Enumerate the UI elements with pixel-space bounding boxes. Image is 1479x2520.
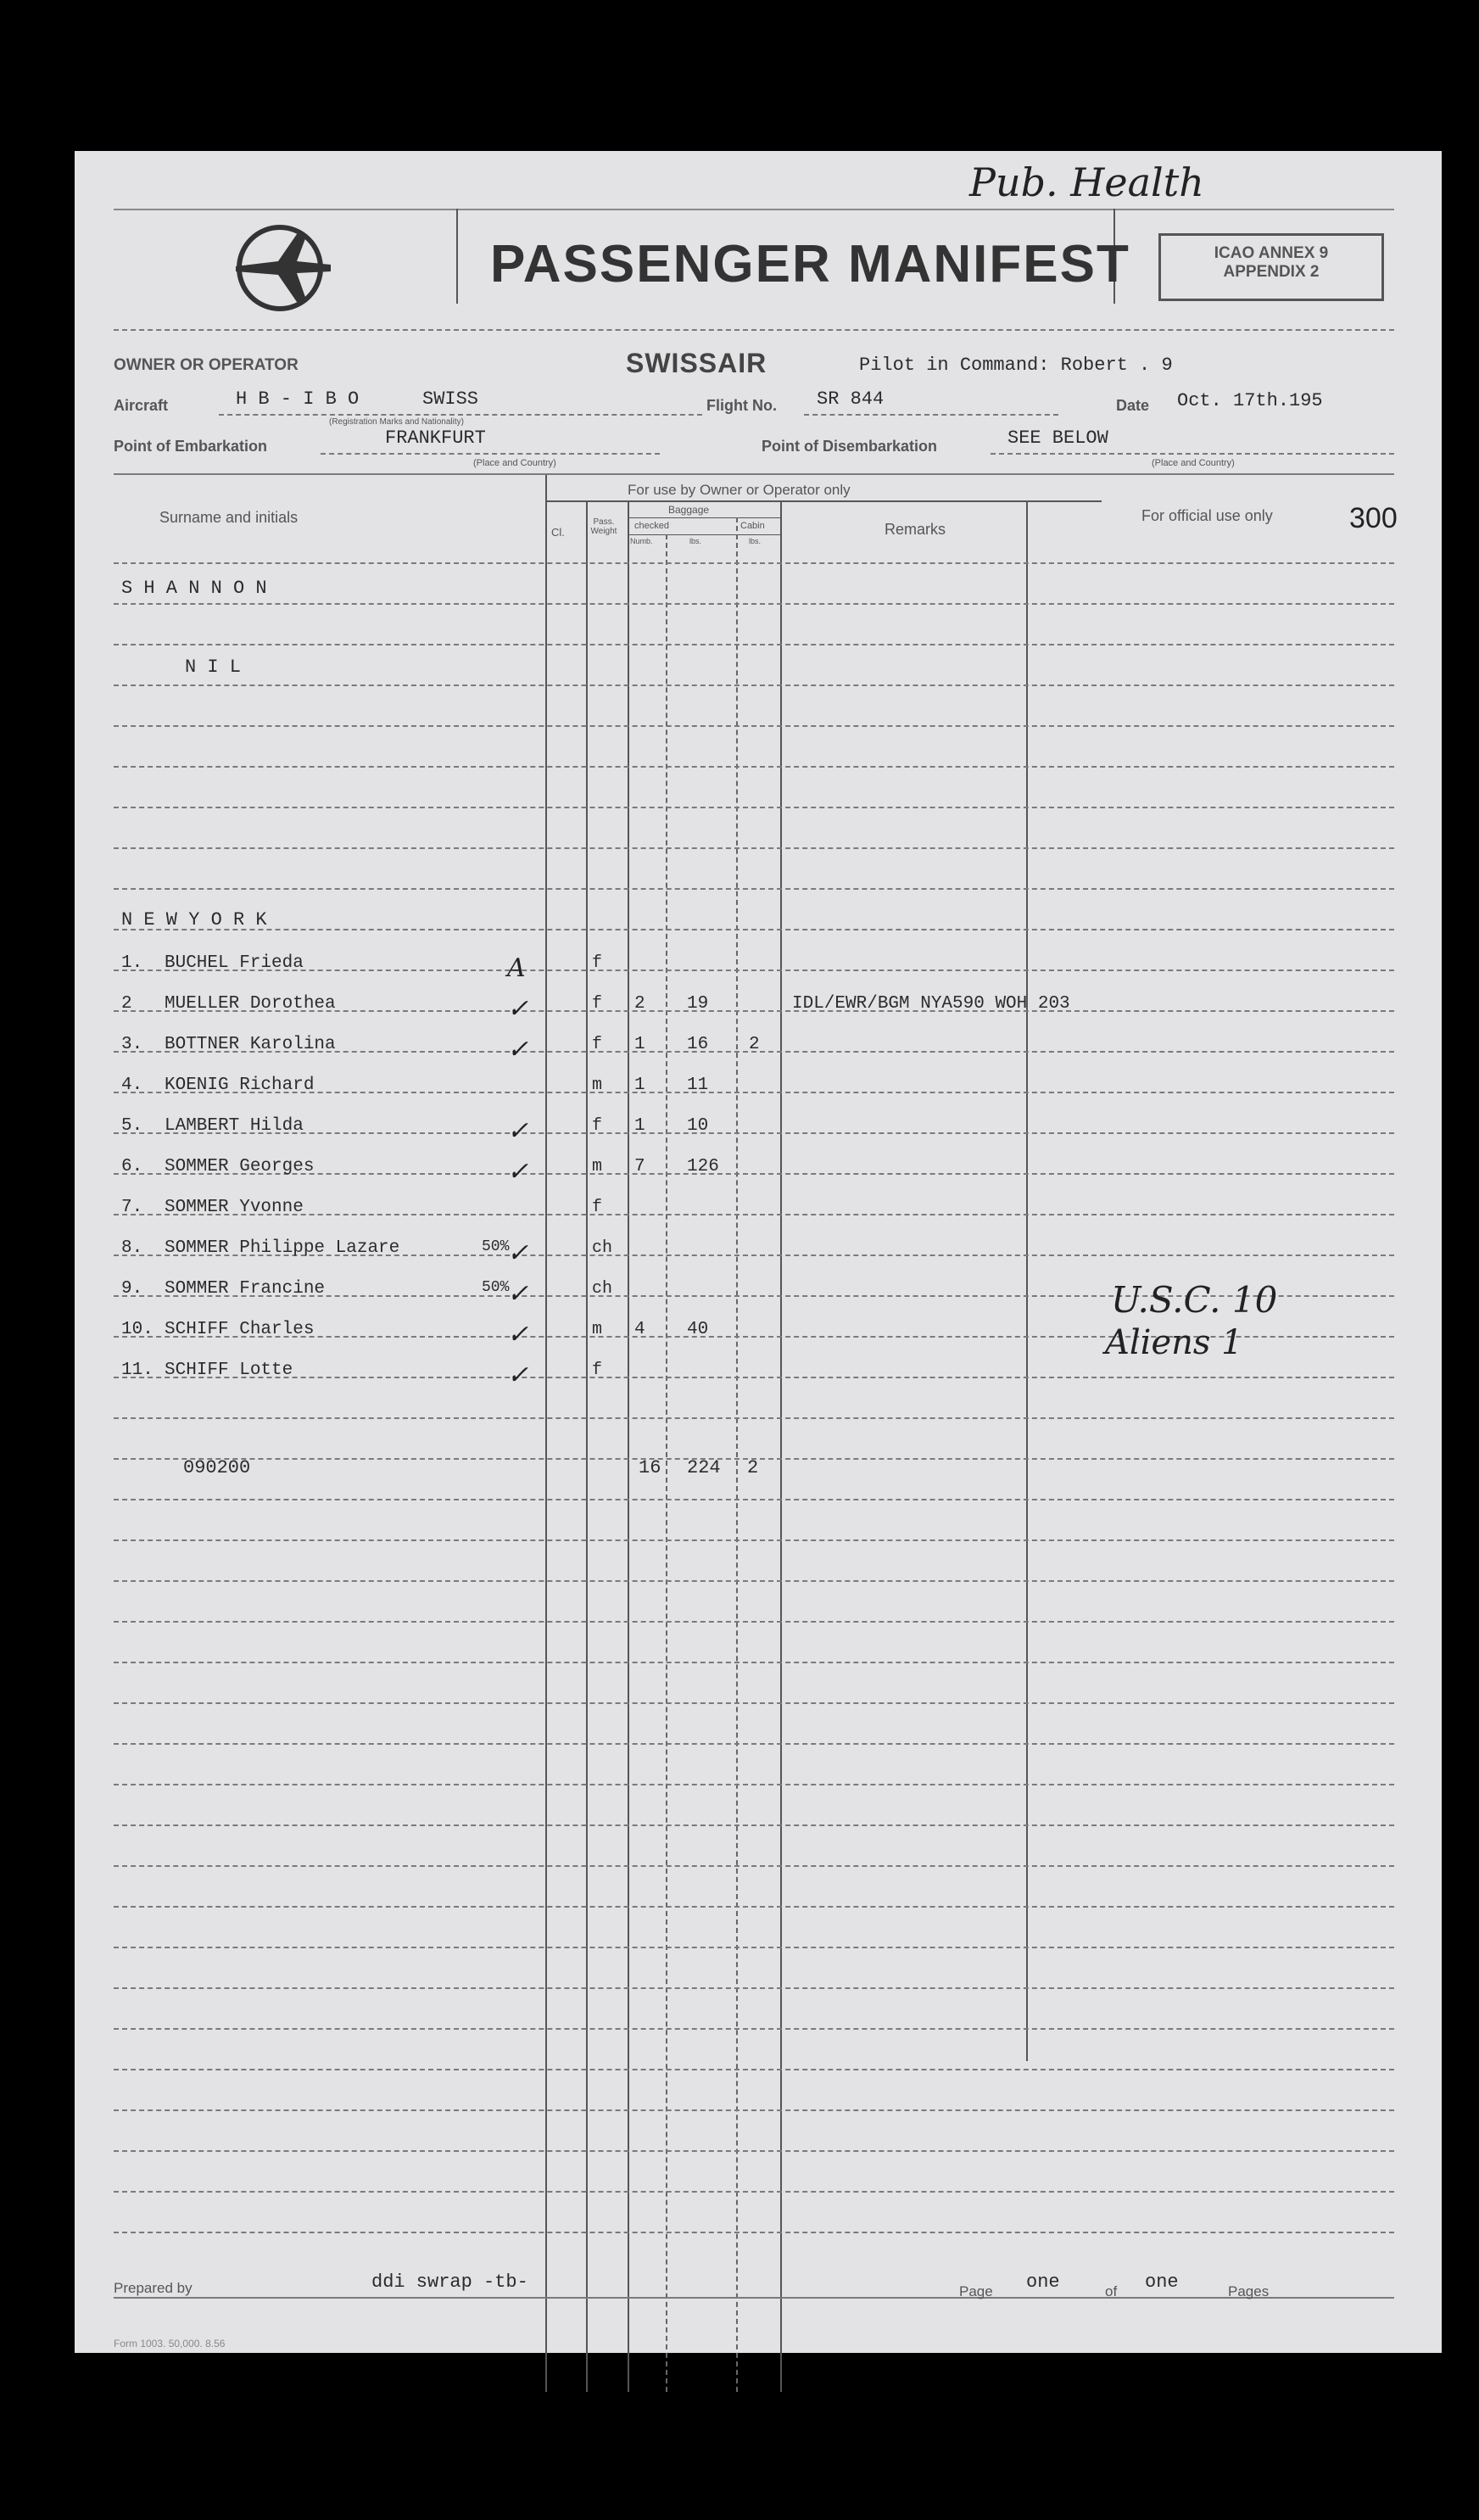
flight-underline: [804, 414, 1058, 416]
top-rule: [114, 209, 1394, 210]
handwritten-header: Pub. Health: [969, 159, 1204, 205]
row-rule: [114, 807, 1394, 808]
col-line-7: [1026, 500, 1028, 2061]
col-cl: Cl.: [551, 526, 565, 539]
baggage-numb: 7: [634, 1157, 645, 1176]
row-rule: [114, 1377, 1394, 1378]
icao-line1: ICAO ANNEX 9: [1214, 244, 1329, 262]
passenger-class: m: [592, 1320, 603, 1339]
baggage-lbs: 19: [687, 994, 709, 1014]
row-rule: [114, 847, 1394, 849]
row-rule: [114, 888, 1394, 890]
passenger-class: f: [592, 1361, 603, 1380]
row-rule: [114, 2150, 1394, 2152]
passenger-name: LAMBERT Hilda: [165, 1116, 304, 1136]
row-rule: [114, 929, 1394, 930]
embark-underline: [321, 453, 660, 455]
embark-caption: (Place and Country): [473, 458, 556, 468]
disembark-label: Point of Disembarkation: [762, 438, 938, 455]
fare-percent: 50%: [482, 1279, 510, 1296]
row-rule: [114, 1539, 1394, 1541]
baggage-numb: 1: [634, 1076, 645, 1095]
row-rule: [114, 1743, 1394, 1745]
baggage-numb: 1: [634, 1035, 645, 1054]
row-rule: [114, 1784, 1394, 1785]
passenger-name: SOMMER Georges: [165, 1157, 315, 1176]
baggage-lbs: 126: [687, 1157, 719, 1176]
check-mark: ✓: [507, 1320, 529, 1349]
handwritten-note-2: Aliens 1: [1105, 1323, 1243, 1362]
flight-label: Flight No.: [706, 397, 777, 414]
passenger-number: 6.: [121, 1157, 143, 1176]
passenger-number: 7.: [121, 1198, 143, 1217]
pages-label: Pages: [1228, 2283, 1270, 2299]
baggage-lbs: 40: [687, 1320, 709, 1339]
col-cabin: Cabin: [740, 521, 765, 531]
passenger-class: f: [592, 953, 603, 973]
passenger-number: 3.: [121, 1035, 143, 1054]
row-rule: [114, 1987, 1394, 1989]
owner-label: OWNER OR OPERATOR: [114, 356, 299, 374]
aircraft-underline: [219, 414, 702, 416]
col-lbs2: lbs.: [749, 537, 762, 545]
row-rule: [114, 1906, 1394, 1908]
passenger-number: 1.: [121, 953, 143, 973]
col-numb: Numb.: [630, 537, 653, 545]
embark-label: Point of Embarkation: [114, 438, 268, 455]
passenger-class: m: [592, 1157, 603, 1176]
pilot-value: Pilot in Command: Robert . 9: [859, 355, 1173, 376]
row-rule: [114, 2232, 1394, 2233]
passenger-class: m: [592, 1076, 603, 1095]
baggage-numb: 4: [634, 1320, 645, 1339]
disembark-underline: [991, 453, 1394, 455]
passenger-name: BUCHEL Frieda: [165, 953, 304, 973]
passenger-number: 5.: [121, 1116, 143, 1136]
stamp-number: 300: [1349, 502, 1398, 534]
nationality-value: SWISS: [422, 388, 479, 410]
form-code: Form 1003. 50,000. 8.56: [114, 2338, 226, 2350]
disembark-value: SEE BELOW: [1007, 427, 1108, 449]
totals-cabin: 2: [747, 1457, 759, 1478]
col-surname: Surname and initials: [159, 509, 299, 526]
baggage-lbs: 16: [687, 1035, 709, 1054]
passenger-name: SOMMER Philippe Lazare: [165, 1238, 400, 1258]
passenger-number: 11.: [121, 1361, 153, 1380]
checked-rule: [628, 534, 780, 535]
passenger-class: ch: [592, 1279, 613, 1299]
totals-lbs: 224: [687, 1457, 721, 1478]
baggage-lbs: 11: [687, 1076, 709, 1095]
embark-value: FRANKFURT: [385, 427, 486, 449]
pre-entry-2: N I L: [185, 657, 242, 678]
row-rule: [114, 1662, 1394, 1663]
row-rule: [114, 1865, 1394, 1867]
row-rule: [114, 1621, 1394, 1623]
header-rule: [114, 329, 1394, 331]
row-rule: [114, 684, 1394, 686]
row-rule: [114, 1947, 1394, 1948]
col-official: For official use only: [1141, 507, 1273, 524]
row-rule: [114, 1417, 1394, 1419]
registration-caption: (Registration Marks and Nationality): [329, 417, 464, 427]
baggage-rule: [628, 517, 780, 518]
check-mark: ✓: [507, 1035, 529, 1064]
passenger-name: BOTTNER Karolina: [165, 1035, 336, 1054]
manifest-sheet: [75, 151, 1442, 2353]
passenger-class: ch: [592, 1238, 613, 1258]
of-label: of: [1105, 2283, 1118, 2299]
baggage-numb: 2: [634, 994, 645, 1014]
col-line-1: [545, 475, 547, 2392]
row-rule: [114, 1132, 1394, 1134]
passenger-number: 2: [121, 994, 132, 1014]
check-mark: A: [507, 953, 526, 983]
pre-entry-1: S H A N N O N: [121, 578, 267, 599]
title-box-left: [456, 209, 458, 304]
passenger-number: 10.: [121, 1320, 153, 1339]
col-remarks: Remarks: [885, 521, 946, 538]
check-mark: ✓: [507, 1157, 529, 1187]
baggage-numb: 1: [634, 1116, 645, 1136]
check-mark: ✓: [507, 1361, 529, 1390]
icao-box: [1158, 233, 1384, 301]
passenger-name: SCHIFF Lotte: [165, 1361, 293, 1380]
row-rule: [114, 1824, 1394, 1826]
table-top-rule: [114, 473, 1394, 475]
col-baggage: Baggage: [668, 504, 710, 516]
check-mark: ✓: [507, 1116, 529, 1146]
passenger-class: f: [592, 1198, 603, 1217]
fare-percent: 50%: [482, 1238, 510, 1255]
airline-logo-icon: [227, 219, 338, 312]
row-rule: [114, 2191, 1394, 2193]
row-rule: [114, 603, 1394, 605]
row-rule: [114, 766, 1394, 768]
row-rule: [114, 1702, 1394, 1704]
col-operator-use: For use by Owner or Operator only: [628, 482, 851, 498]
pre-entry-3: N E W Y O R K: [121, 909, 267, 930]
baggage-lbs: 10: [687, 1116, 709, 1136]
row-rule: [114, 2069, 1394, 2070]
of-value: one: [1145, 2271, 1179, 2293]
aircraft-label: Aircraft: [114, 397, 169, 414]
date-value: Oct. 17th.195: [1177, 390, 1323, 411]
passenger-name: MUELLER Dorothea: [165, 994, 336, 1014]
check-mark: ✓: [507, 1279, 529, 1309]
col-line-4: [666, 534, 667, 2392]
passenger-name: SOMMER Francine: [165, 1279, 326, 1299]
prepared-value: ddi swrap -tb-: [371, 2271, 528, 2293]
passenger-class: f: [592, 1035, 603, 1054]
flight-value: SR 844: [817, 388, 885, 410]
disembark-caption: (Place and Country): [1152, 458, 1235, 468]
passenger-number: 8.: [121, 1238, 143, 1258]
passenger-name: SCHIFF Charles: [165, 1320, 315, 1339]
row-rule: [114, 2028, 1394, 2030]
col-line-3: [628, 500, 629, 2392]
row-rule: [114, 1214, 1394, 1215]
aircraft-value: H B - I B O: [236, 388, 360, 410]
passenger-name: SOMMER Yvonne: [165, 1198, 304, 1217]
row-rule: [114, 644, 1394, 645]
page-value: one: [1026, 2271, 1060, 2293]
col-pass-weight: Pass. Weight: [590, 517, 617, 536]
footer-rule: [114, 2297, 1394, 2299]
row-rule: [114, 1499, 1394, 1500]
col-checked: checked: [634, 521, 669, 531]
owner-value: SWISSAIR: [626, 348, 767, 378]
page-label: Page: [959, 2283, 993, 2299]
totals-numb: 16: [639, 1457, 661, 1478]
passenger-number: 4.: [121, 1076, 143, 1095]
col-lbs: lbs.: [689, 537, 702, 545]
row-rule: [114, 969, 1394, 971]
date-label: Date: [1116, 397, 1150, 414]
passenger-class: f: [592, 994, 603, 1014]
col-line-2: [586, 500, 588, 2392]
col-line-6: [780, 500, 782, 2392]
prepared-label: Prepared by: [114, 2280, 193, 2296]
handwritten-note-1: U.S.C. 10: [1111, 1279, 1278, 1321]
row-rule: [114, 2109, 1394, 2111]
cabin-lbs: 2: [749, 1035, 760, 1054]
totals-code: 090200: [183, 1457, 251, 1478]
row-rule: [114, 562, 1394, 564]
check-mark: ✓: [507, 994, 529, 1024]
check-mark: ✓: [507, 1238, 529, 1268]
row-rule: [114, 1580, 1394, 1582]
remarks-text: IDL/EWR/BGM NYA590 WOH 203: [792, 994, 1070, 1014]
passenger-name: KOENIG Richard: [165, 1076, 315, 1095]
form-title: PASSENGER MANIFEST: [490, 235, 1130, 293]
row-rule: [114, 725, 1394, 727]
passenger-number: 9.: [121, 1279, 143, 1299]
icao-line2: APPENDIX 2: [1223, 263, 1320, 281]
passenger-class: f: [592, 1116, 603, 1136]
